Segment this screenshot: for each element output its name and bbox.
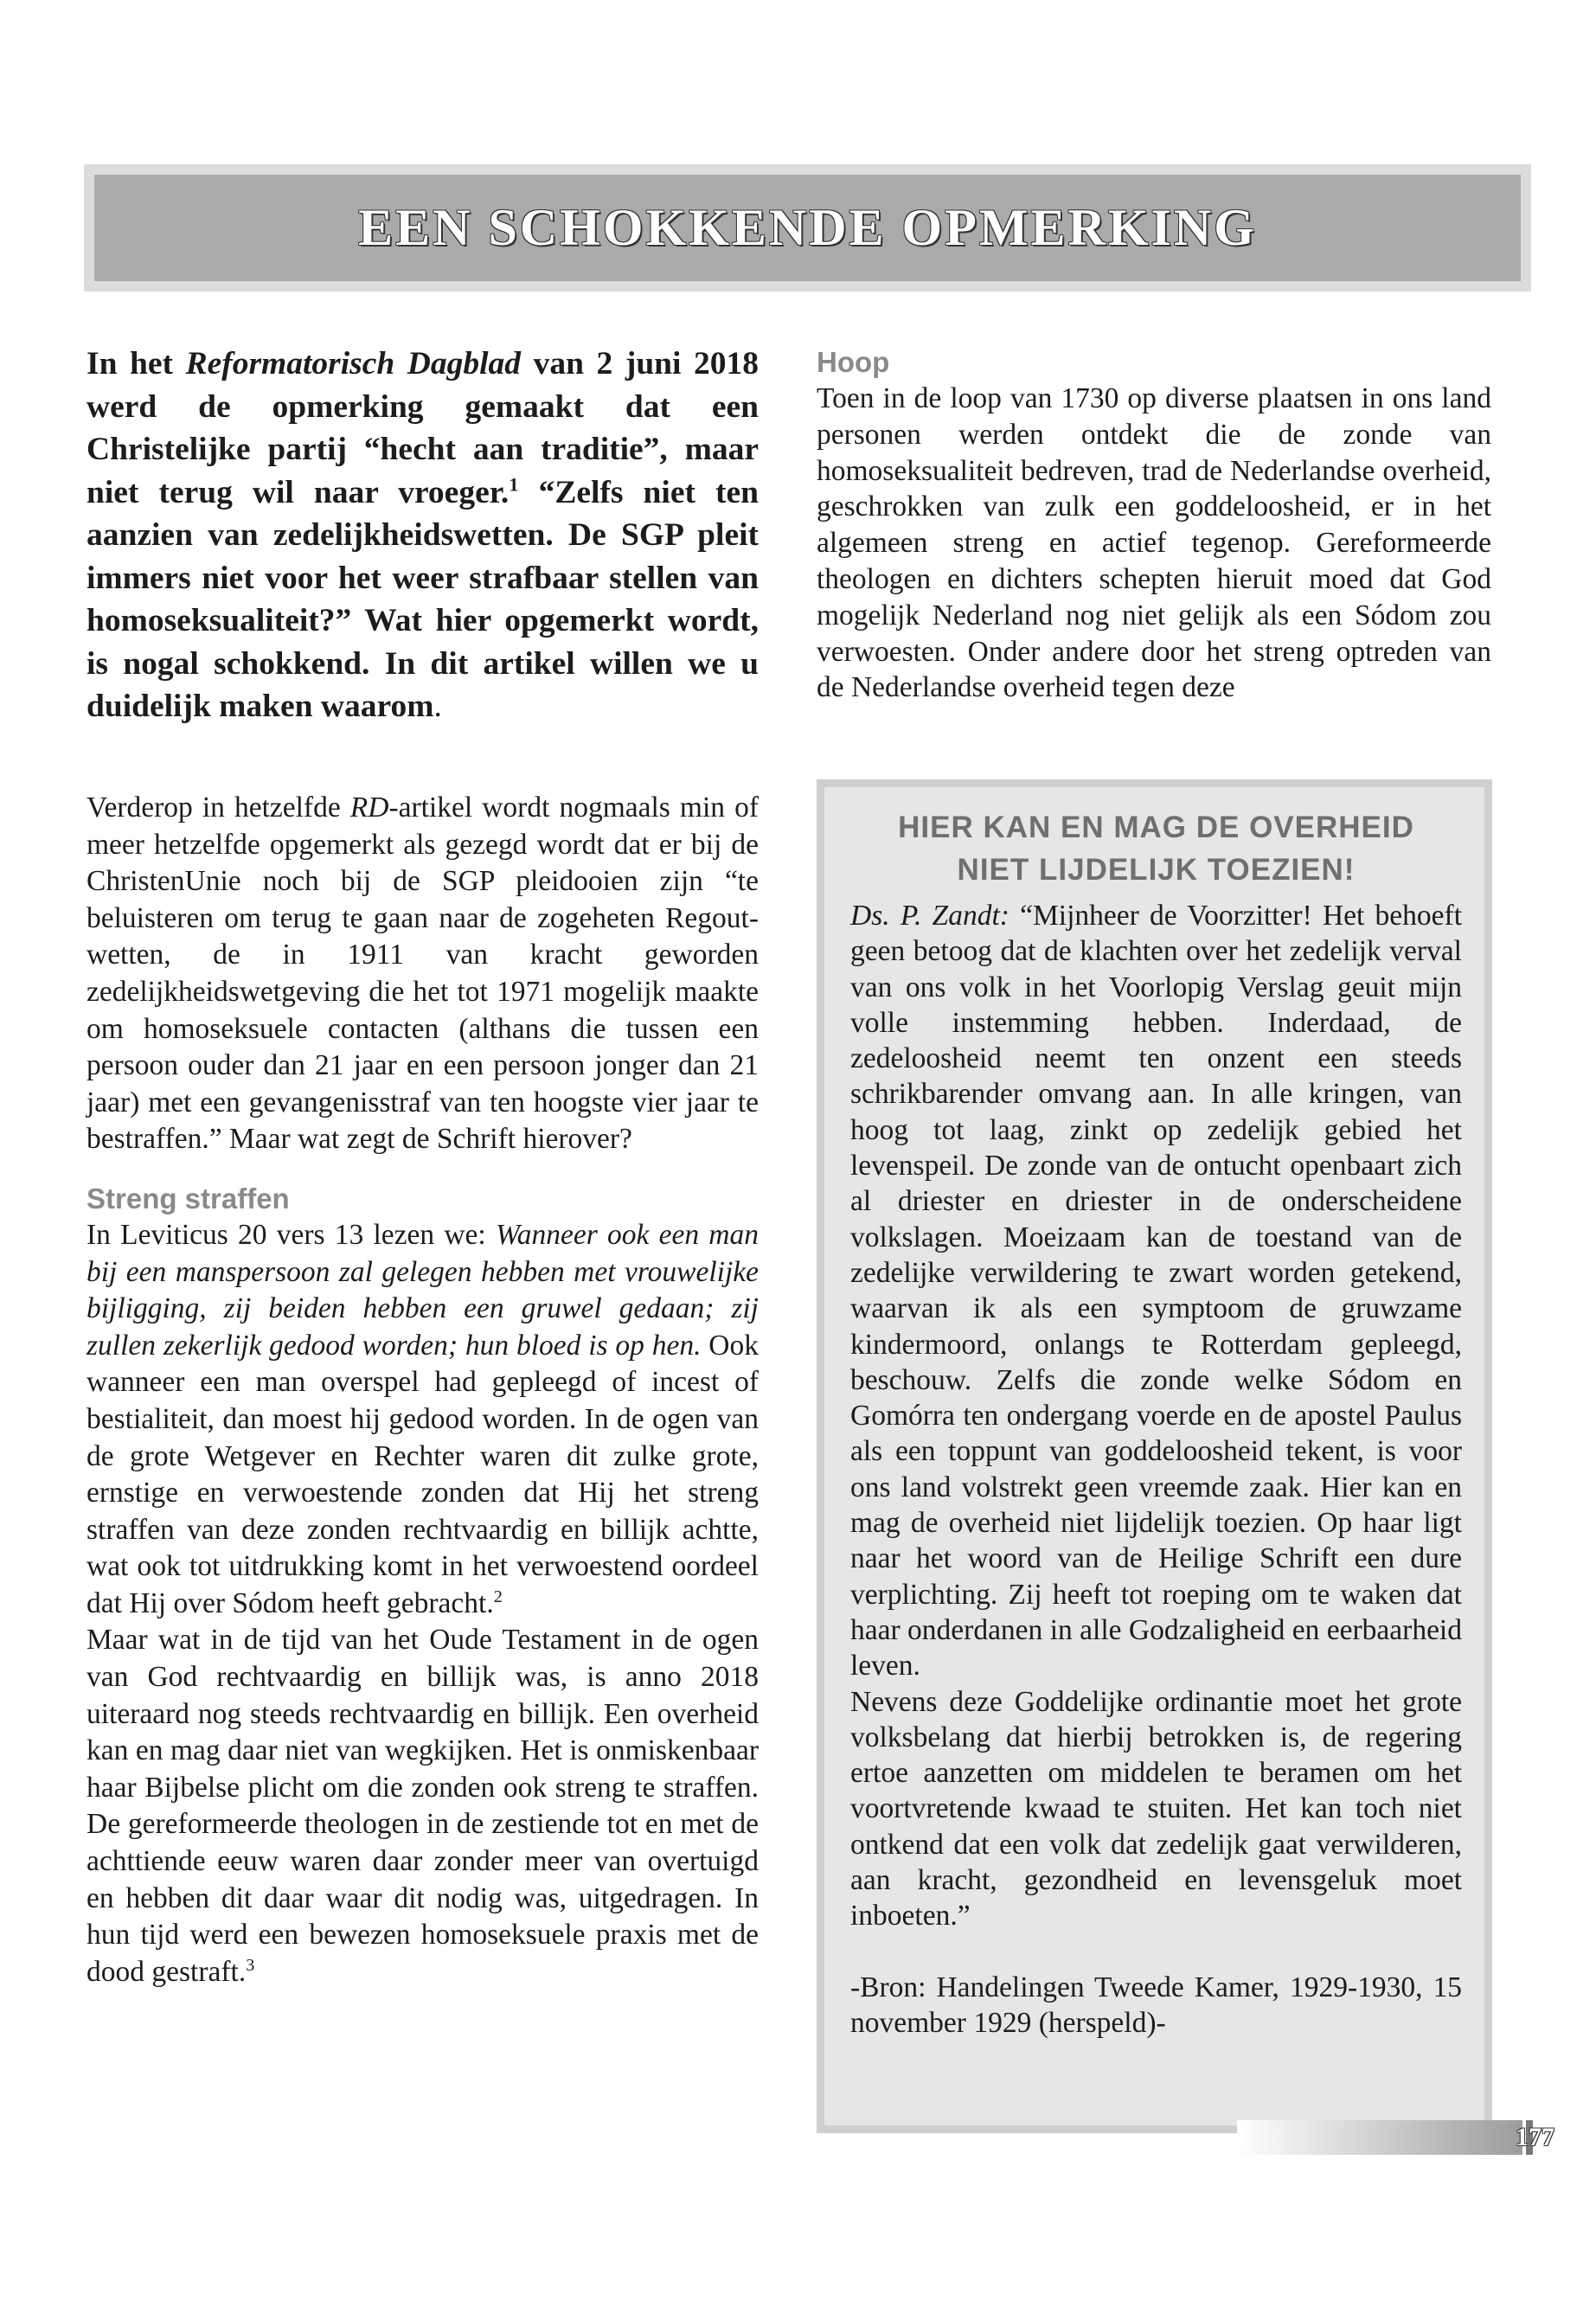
footnote-ref-1: 1	[509, 473, 519, 495]
intro-text-4: .	[433, 689, 442, 724]
paragraph-hoop: Toen in de loop van 1730 op diverse plaatsen in ons land personen werden ontdekt die de zonde van homoseksualiteit bedreven, trad de Nederlandse overheid, geschrokken van zulk een goddeloosheid, er in het algemeen streng en actief tegenop. Gereformeerde theologen en dichters schepten hieruit moed dat God mogelijk Nederland nog niet gelijk als een Sódom zou verwoesten. Onder andere door het streng optreden van de Nederlandse overheid tegen deze	[817, 382, 1491, 704]
intro-text-3: “Zelfs niet ten aanzien van zedelijkheidswetten. De SGP pleit immers niet voor het weer strafbaar stellen van homoseksualiteit?” Wat hier opgemerkt wordt, is nogal schokkend. In dit artikel willen we u duidelijk maken waarom	[87, 474, 759, 724]
paragraph-verderop	[87, 790, 759, 1158]
page-number: 177	[1516, 2123, 1554, 2151]
title-bar	[94, 175, 1521, 281]
rd-abbrev: RD	[349, 792, 389, 824]
title-banner	[84, 164, 1531, 292]
left-column	[87, 790, 759, 1990]
quote-paragraph-1	[850, 898, 1462, 1684]
footnote-ref-2: 2	[493, 1586, 503, 1606]
newspaper-name: Reformatorisch Dagblad	[185, 346, 522, 381]
quote-box-title	[850, 806, 1462, 891]
page-title: EEN SCHOKKENDE OPMERKING	[358, 199, 1257, 256]
para1-text-b: -artikel wordt nogmaals min of meer hetzelfde opgemerkt als gezegd wordt dat er bij de ChristenUnie noch bij de SGP pleidooien zijn “te beluisteren om terug te gaan naar de zogeheten Regout-wetten, de in 1911 van kracht geworden zedelijkheidswetgeving die het tot 1971 mogelijk maakte om homoseksuele contacten (althans die tussen een persoon ouder dan 21 jaar en een persoon jonger dan 21 jaar) met een gevangenisstraf van ten hoogste vier jaar te bestraffen.” Maar wat zegt de Schrift hierover?	[87, 792, 759, 1156]
right-column-top	[817, 344, 1491, 706]
para3-text: Maar wat in de tijd van het Oude Testament in de ogen van God rechtvaardig en billijk was, is anno 2018 uiteraard nog steeds rechtvaardig en billijk. Een overheid kan en mag daar niet van wegkijken. Het is onmiskenbaar haar Bijbelse plicht om die zonden ook streng te straffen. De gereformeerde theologen in de zestiende tot en met de achttiende eeuw waren daar zonder meer van overtuigd en hebben dit daar waar dit nodig was, uitgedragen. In hun tijd werd een bewezen homoseksuele praxis met de dood gestraft.	[87, 1624, 759, 1988]
quote-text-1: “Mijnheer de Voorzitter! Het behoeft geen betoog dat de klachten over het zedelijk verval van ons volk in het Voorlopig Verslag geuit mijn volle instemming hebben. Inderdaad, de zedeloosheid neemt ten onzent een steeds schrikbarender omvang aan. In alle kringen, van hoog tot laag, zinkt op zedelijk gebied het levenspeil. De zonde van de ontucht openbaart zich al driester en driester in de onderscheidene volkslagen. Moeizaam kan de toestand van de zedelijke verwildering te zwart worden getekend, waarvan ik als een symptoom de gruwzame kindermoord, onlangs te Rotterdam gepleegd, beschouw. Zelfs die zonde welke Sódom en Gomórra ten ondergang voerde en de apostel Paulus als een toppunt van goddeloosheid tekent, is voor ons land volstrekt geen vreemde zaak. Hier kan en mag de overheid niet lijdelijk toezien. Op haar ligt naar het woord van de Heilige Schrift een dure verplichting. Zij heeft tot roeping om te waken dat haar onderdanen in alle Godzaligheid en eerbaarheid leven.	[850, 900, 1462, 1682]
intro-paragraph	[87, 343, 759, 728]
para2-text-b: Ook wanneer een man overspel had gepleegd of incest of bestialiteit, dan moest hij gedood worden. In de ogen van de grote Wetgever en Rechter waren dit zulke grote, ernstige en verwoestende zonden dat Hij het streng straffen van deze zonden rechtvaardig en billijk achtte, wat ook tot uitdrukking komt in het verwoestend oordeel dat Hij over Sódom heeft gebracht.	[87, 1329, 759, 1619]
heading-streng-straffen: Streng straffen	[87, 1182, 290, 1215]
quote-box-inner	[824, 787, 1484, 2125]
quote-paragraph-2: Nevens deze Goddelijke ordinantie moet het grote volksbelang dat hierbij betrokken is, de regering ertoe aanzetten om middelen te beramen om het voortvretende kwaad te stuiten. Het kan toch niet ontkend dat een volk dat zedelijk gaat verwilderen, aan kracht, gezondheid en levensgeluk moet inboeten.”	[850, 1685, 1462, 1932]
quote-box-title-line1: HIER KAN EN MAG DE OVERHEID	[898, 811, 1414, 844]
page-number-bar	[1237, 2120, 1522, 2155]
para2-text-a: In Leviticus 20 vers 13 lezen we:	[87, 1218, 496, 1251]
footnote-ref-3: 3	[246, 1955, 255, 1975]
quote-source: -Bron: Handelingen Tweede Kamer, 1929-1930, 15 november 1929 (herspeld)-	[850, 1971, 1462, 2039]
para1-text-a: Verderop in hetzelfde	[87, 792, 350, 824]
speaker-name: Ds. P. Zandt:	[850, 900, 1010, 932]
paragraph-leviticus	[87, 1217, 759, 1623]
leviticus-quote: Wanneer ook een man bij een manspersoon zal gelegen hebben met vrouwelijke bijligging, zij beiden hebben een gruwel gedaan; zij zullen zekerlijk gedood worden; hun bloed is op hen.	[87, 1218, 759, 1362]
quote-box	[817, 779, 1492, 2133]
paragraph-oude-testament	[87, 1622, 759, 1990]
intro-text-2: van 2 juni 2018 werd de opmerking gemaakt dat een Christelijke partij “hecht aan traditie”, maar niet terug wil naar vroeger.	[87, 346, 760, 510]
quote-box-title-line2: NIET LIJDELIJK TOEZIEN!	[957, 853, 1356, 887]
intro-text-1: In het	[87, 346, 186, 381]
heading-hoop: Hoop	[817, 346, 890, 378]
